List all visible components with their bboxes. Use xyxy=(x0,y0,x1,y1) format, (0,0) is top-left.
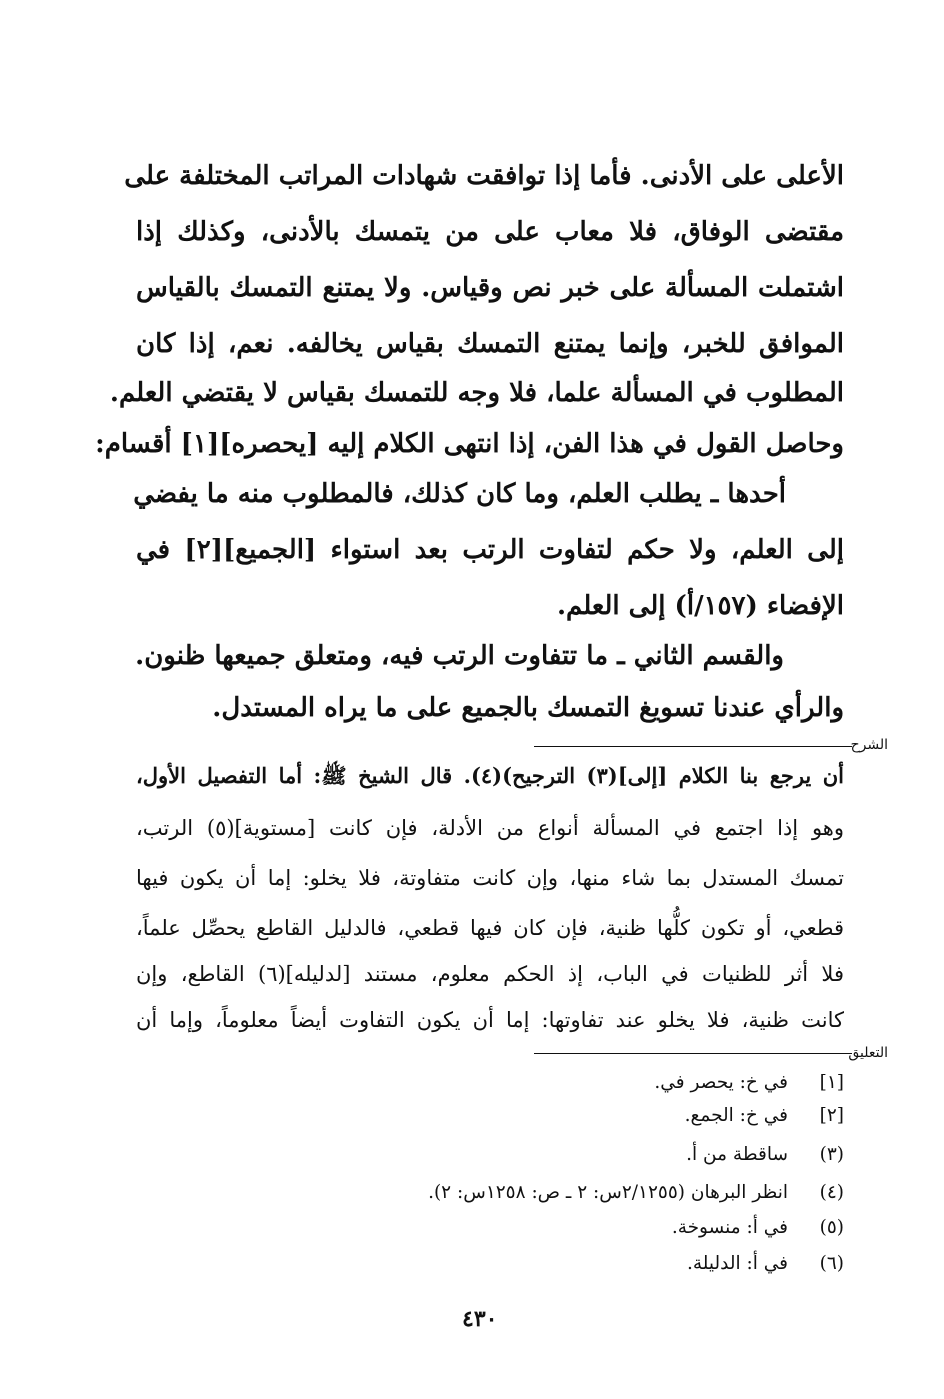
footnote xyxy=(686,1140,844,1170)
footnotes-separator xyxy=(534,1053,852,1054)
sharh-separator xyxy=(534,746,852,747)
commentary-line: أن يرجع بنا الكلام [إلى](٣) الترجيح)(٤). قال الشيخ ﷺ: أما التفصيل الأول، xyxy=(136,763,845,788)
sharh-label: الشرح xyxy=(850,737,888,753)
footnote xyxy=(428,1178,844,1208)
footnote-text: في أ: الدليلة. xyxy=(686,1253,788,1274)
commentary-line: قطعي، أو تكون كلُّها ظنية، فإن كان فيها قطعي، فالدليل القاطع يحصِّل علماً، xyxy=(136,916,844,940)
main-text-line: الأعلى على الأدنى. فأما إذا توافقت شهادات المراتب المختلفة على xyxy=(124,161,844,191)
footnote-text: في أ: منسوخة. xyxy=(671,1217,788,1238)
main-text-line: مقتضى الوفاق، فلا معاب على من يتمسك بالأدنى، وكذلك إذا xyxy=(136,217,844,247)
commentary-line: كانت ظنية، فلا يخلو عند تفاوتها: إما أن يكون التفاوت أيضاً معلوماً، وإما أن xyxy=(136,1008,844,1032)
page-number: ٤٣٠ xyxy=(462,1306,498,1332)
main-text-line: المطلوب في المسألة علما، فلا وجه للتمسك بقياس لا يقتضي العلم. xyxy=(109,378,844,408)
commentary-line: تمسك المستدل بما شاء منها، وإن كانت متفاوتة، فلا يخلو: إما أن يكون فيها xyxy=(136,866,844,890)
footnotes-label: التعليق xyxy=(848,1045,888,1061)
footnote-text: ساقطة من أ. xyxy=(686,1144,788,1165)
footnote-text: انظر البرهان (٢/١٢٥٥س: ٢ ـ ص: ١٢٥٨س: ٢). xyxy=(428,1182,788,1203)
footnote xyxy=(672,1213,844,1243)
commentary-line: فلا أثر للظنيات في الباب، إذ الحكم معلوم، مستند [لدليله](٦) القاطع، وإن xyxy=(136,962,844,986)
main-text-line: الإفضاء (١٥٧/أ) إلى العلم. xyxy=(556,591,844,621)
commentary-line: وهو إذا اجتمع في المسألة أنواع من الأدلة، فإن كانت [مستوية](٥) الرتب، xyxy=(136,816,845,840)
main-text-line: والرأي عندنا تسويغ التمسك بالجميع على ما يراه المستدل. xyxy=(212,693,844,723)
footnote-text: في خ: الجمع. xyxy=(684,1105,788,1126)
main-text-line: اشتملت المسألة على خبر نص وقياس. ولا يمتنع التمسك بالقياس xyxy=(136,273,844,303)
footnote-number: (٣) xyxy=(819,1144,844,1165)
footnote-number: (٦) xyxy=(819,1253,844,1274)
footnote xyxy=(687,1249,844,1279)
footnote-number: [٢] xyxy=(819,1105,844,1126)
main-text-line: والقسم الثاني ـ ما تتفاوت الرتب فيه، ومتعلق جميعها ظنون. xyxy=(135,641,784,671)
main-text-line: أحدها ـ يطلب العلم، وما كان كذلك، فالمطلوب منه ما يفضي xyxy=(133,479,786,509)
footnote xyxy=(654,1068,844,1098)
main-text-line: الموافق للخبر، وإنما يمتنع التمسك بقياس يخالفه. نعم، إذا كان xyxy=(136,329,844,359)
footnote-number: (٤) xyxy=(819,1182,844,1203)
main-text-line: إلى العلم، ولا حكم لتفاوت الرتب بعد استواء [الجميع][٢] في xyxy=(136,535,844,565)
main-text-line: وحاصل القول في هذا الفن، إذا انتهى الكلام إليه [يحصره][١] أقسام: xyxy=(95,429,844,459)
footnote-number: [١] xyxy=(819,1072,844,1093)
footnote xyxy=(685,1101,844,1131)
footnote-text: في خ: يحصر في. xyxy=(654,1072,788,1093)
footnote-number: (٥) xyxy=(819,1217,844,1238)
